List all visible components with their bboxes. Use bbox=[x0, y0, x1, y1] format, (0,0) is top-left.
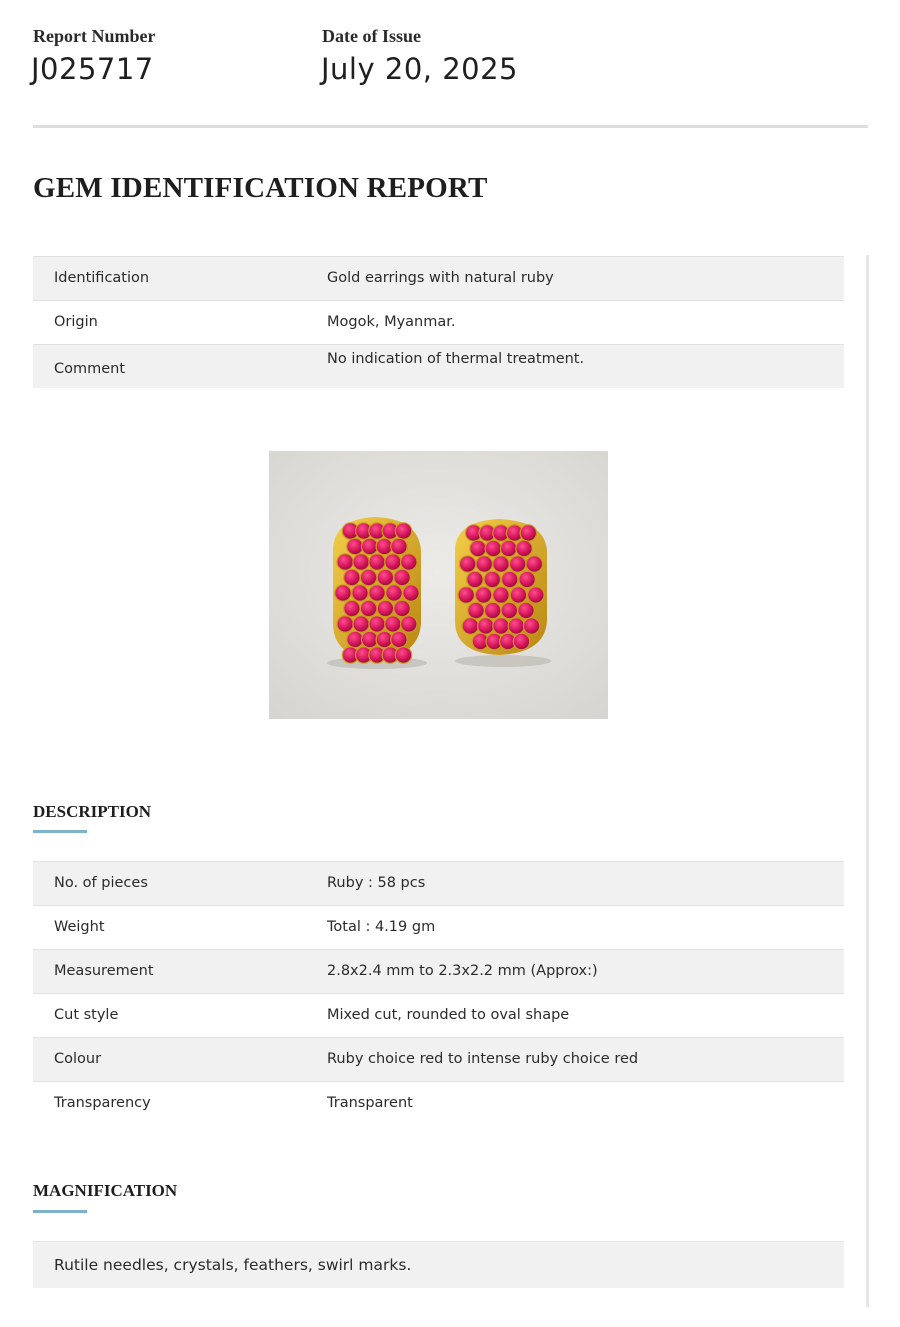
page-title: GEM IDENTIFICATION REPORT bbox=[33, 172, 488, 204]
row-label: Colour bbox=[54, 1051, 102, 1067]
row-label: Measurement bbox=[54, 963, 154, 979]
row-value: Ruby : 58 pcs bbox=[327, 875, 426, 891]
magnification-text: Rutile needles, crystals, feathers, swirl marks. bbox=[54, 1256, 412, 1274]
ruby-stone bbox=[369, 616, 385, 632]
ruby-stone bbox=[467, 571, 483, 587]
table-row bbox=[33, 949, 844, 993]
description-underline bbox=[33, 830, 87, 833]
photo-background bbox=[269, 451, 608, 719]
table-row bbox=[33, 300, 844, 344]
ruby-stone bbox=[391, 538, 407, 554]
table-row bbox=[33, 905, 844, 949]
ruby-stone bbox=[468, 602, 484, 618]
ruby-stone bbox=[394, 569, 410, 585]
ruby-stone bbox=[493, 587, 509, 603]
ruby-stone bbox=[376, 538, 392, 554]
table-row bbox=[33, 344, 844, 388]
row-value: Mogok, Myanmar. bbox=[327, 314, 456, 330]
row-label: Origin bbox=[54, 314, 98, 330]
row-label: Weight bbox=[54, 919, 105, 935]
ruby-stone bbox=[369, 554, 385, 570]
ruby-stone bbox=[391, 631, 407, 647]
table-row bbox=[33, 1081, 844, 1125]
ruby-stone bbox=[475, 587, 491, 603]
ruby-stone bbox=[344, 569, 360, 585]
ruby-stone bbox=[353, 616, 369, 632]
right-earring bbox=[455, 519, 547, 655]
ruby-stone bbox=[485, 602, 501, 618]
ruby-stone bbox=[362, 631, 378, 647]
magnification-heading: MAGNIFICATION bbox=[33, 1181, 178, 1200]
side-rule bbox=[866, 255, 869, 1307]
table-row bbox=[33, 256, 844, 300]
table-row bbox=[33, 1037, 844, 1081]
ruby-stone bbox=[347, 631, 363, 647]
ruby-stone bbox=[385, 554, 401, 570]
row-value: Gold earrings with natural ruby bbox=[327, 270, 554, 286]
ruby-stone bbox=[510, 556, 526, 572]
row-value: Transparent bbox=[327, 1095, 413, 1111]
ruby-stone bbox=[516, 540, 532, 556]
ruby-stone bbox=[513, 633, 529, 649]
ruby-stone bbox=[485, 540, 501, 556]
ruby-stone bbox=[395, 523, 411, 539]
row-value: 2.8x2.4 mm to 2.3x2.2 mm (Approx:) bbox=[327, 963, 598, 979]
ruby-stone bbox=[353, 554, 369, 570]
ruby-stone bbox=[360, 569, 376, 585]
row-value: No indication of thermal treatment. bbox=[327, 351, 585, 367]
left-earring bbox=[333, 517, 421, 663]
description-table bbox=[33, 861, 844, 1125]
ruby-stone bbox=[520, 525, 536, 541]
row-value: Mixed cut, rounded to oval shape bbox=[327, 1007, 570, 1023]
magnification-underline bbox=[33, 1210, 87, 1213]
row-label: Transparency bbox=[54, 1095, 151, 1111]
ruby-stone bbox=[337, 554, 353, 570]
ruby-stone bbox=[493, 618, 509, 634]
ruby-stone bbox=[385, 616, 401, 632]
ruby-stone bbox=[460, 556, 476, 572]
ruby-stone bbox=[501, 602, 517, 618]
ruby-stone bbox=[519, 571, 535, 587]
ruby-stone bbox=[470, 540, 486, 556]
magnification-box bbox=[33, 1241, 844, 1288]
ruby-stone bbox=[335, 585, 351, 601]
earrings-photo bbox=[269, 451, 608, 719]
ruby-stone bbox=[344, 600, 360, 616]
header-divider bbox=[33, 125, 868, 128]
ruby-stone bbox=[501, 540, 517, 556]
row-value: Total : 4.19 gm bbox=[327, 919, 436, 935]
row-label: Identification bbox=[54, 270, 150, 286]
ruby-stone bbox=[352, 585, 368, 601]
ruby-stone bbox=[458, 587, 474, 603]
ruby-stone bbox=[377, 569, 393, 585]
date-label: Date of Issue bbox=[322, 26, 421, 46]
ruby-stone bbox=[401, 616, 417, 632]
table-row bbox=[33, 993, 844, 1037]
ruby-stone bbox=[403, 585, 419, 601]
ruby-stone bbox=[377, 600, 393, 616]
ruby-stone bbox=[401, 554, 417, 570]
ruby-stone bbox=[462, 618, 478, 634]
ruby-stone bbox=[360, 600, 376, 616]
ruby-stone bbox=[362, 538, 378, 554]
ruby-stone bbox=[369, 585, 385, 601]
report-number: J025717 bbox=[31, 52, 154, 86]
row-value: Ruby choice red to intense ruby choice red bbox=[327, 1051, 639, 1067]
ruby-stone bbox=[376, 631, 392, 647]
issue-date: July 20, 2025 bbox=[321, 52, 519, 86]
table-row bbox=[33, 861, 844, 905]
description-heading: DESCRIPTION bbox=[33, 802, 152, 821]
ruby-stone bbox=[518, 602, 534, 618]
row-label: Comment bbox=[54, 361, 126, 377]
ruby-stone bbox=[395, 647, 411, 663]
ruby-stone bbox=[478, 618, 494, 634]
ruby-stone bbox=[502, 571, 518, 587]
ruby-stone bbox=[337, 616, 353, 632]
report-number-label: Report Number bbox=[33, 26, 156, 46]
ruby-stone bbox=[528, 587, 544, 603]
earring-shadow bbox=[455, 655, 551, 667]
ruby-stone bbox=[386, 585, 402, 601]
ruby-stone bbox=[394, 600, 410, 616]
row-label: No. of pieces bbox=[54, 875, 148, 891]
row-label: Cut style bbox=[54, 1007, 119, 1023]
ruby-stone bbox=[510, 587, 526, 603]
ruby-stone bbox=[526, 556, 542, 572]
ruby-stone bbox=[508, 618, 524, 634]
ruby-stone bbox=[484, 571, 500, 587]
ruby-stone bbox=[523, 618, 539, 634]
ruby-stone bbox=[347, 538, 363, 554]
ruby-stone bbox=[493, 556, 509, 572]
identification-table bbox=[33, 256, 844, 388]
ruby-stone bbox=[476, 556, 492, 572]
